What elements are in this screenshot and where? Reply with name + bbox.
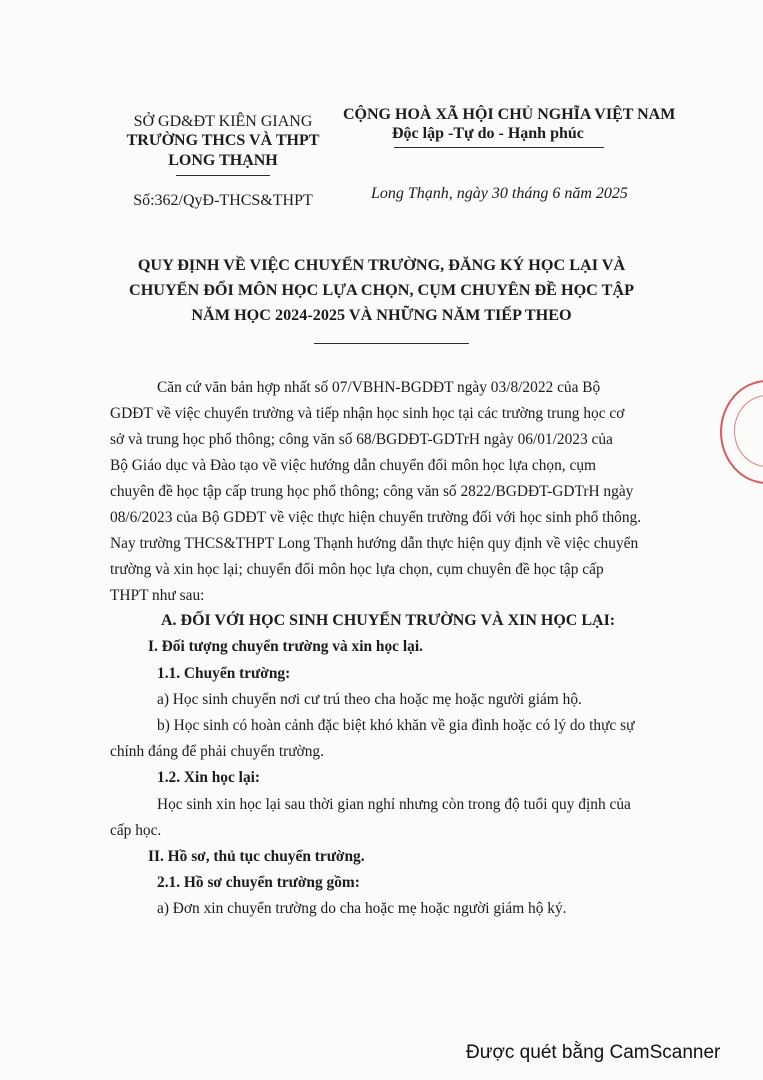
title-line-2: CHUYỂN ĐỔI MÔN HỌC LỰA CHỌN, CỤM CHUYÊN ĐỀ HỌC TẬP <box>129 281 634 299</box>
intro-line: 08/6/2023 của Bộ GDĐT về việc thực hiện chuyển trường đối với học sinh phổ thông. <box>110 509 642 526</box>
intro-line: Nay trường THCS&THPT Long Thạnh hướng dẫn thực hiện quy định về việc chuyển <box>110 535 639 552</box>
title-underline <box>314 343 469 344</box>
dept-name: SỞ GD&ĐT KIÊN GIANG <box>133 113 313 130</box>
section-a-heading: A. ĐỐI VỚI HỌC SINH CHUYỂN TRƯỜNG VÀ XIN HỌC LẠI: <box>161 612 616 629</box>
intro-line: sở và trung học phổ thông; công văn số 68/BGDĐT-GDTrH ngày 06/01/2023 của <box>110 431 613 448</box>
issue-date: Long Thạnh, ngày 30 tháng 6 năm 2025 <box>371 185 628 202</box>
document-number: Số:362/QyĐ-THCS&THPT <box>133 192 313 209</box>
section-1-2-text: Học sinh xin học lại sau thời gian nghỉ nhưng còn trong độ tuổi quy định của <box>157 796 631 813</box>
section-1-1-item-b: b) Học sinh có hoàn cảnh đặc biệt khó khăn về gia đình hoặc có lý do thực sự <box>157 717 635 734</box>
intro-line: GDĐT về việc chuyển trường và tiếp nhận học sinh học tại các trường trung học cơ <box>110 405 625 422</box>
section-i-heading: I. Đối tượng chuyển trường và xin học lại. <box>148 638 423 655</box>
title-line-1: QUY ĐỊNH VỀ VIỆC CHUYỂN TRƯỜNG, ĐĂNG KÝ HỌC LẠI VÀ <box>137 256 626 274</box>
scanner-watermark: Được quét bằng CamScanner <box>466 1042 721 1063</box>
intro-line: trường và xin học lại; chuyển đổi môn học lựa chọn, cụm chuyên đề học tập cấp <box>110 561 604 578</box>
motto-underline <box>394 147 604 148</box>
school-name-line1: TRƯỜNG THCS VÀ THPT <box>126 132 320 149</box>
section-2-1-heading: 2.1. Hồ sơ chuyển trường gồm: <box>157 874 360 891</box>
section-2-1-item-a: a) Đơn xin chuyển trường do cha hoặc mẹ hoặc người giám hộ ký. <box>157 900 567 917</box>
title-line-3: NĂM HỌC 2024-2025 VÀ NHỮNG NĂM TIẾP THEO <box>191 306 572 324</box>
intro-line: Bộ Giáo dục và Đào tạo về việc hướng dẫn chuyển đổi môn học lựa chọn, cụm <box>110 457 596 474</box>
section-1-1-item-a: a) Học sinh chuyển nơi cư trú theo cha hoặc mẹ hoặc người giám hộ. <box>157 691 582 708</box>
intro-line: chuyên đề học tập cấp trung học phổ thông; công văn số 2822/BGDĐT-GDTrH ngày <box>110 483 634 500</box>
intro-line: THPT như sau: <box>110 587 205 604</box>
national-motto: Độc lập -Tự do - Hạnh phúc <box>392 125 584 142</box>
school-name-line2: LONG THẠNH <box>168 152 278 169</box>
section-1-1-item-b-cont: chính đáng để phải chuyển trường. <box>110 743 324 760</box>
left-header-underline <box>176 175 270 176</box>
section-1-1-heading: 1.1. Chuyển trường: <box>157 665 291 682</box>
section-1-2-heading: 1.2. Xin học lại: <box>157 769 261 786</box>
country-name: CỘNG HOÀ XÃ HỘI CHỦ NGHĨA VIỆT NAM <box>343 106 676 123</box>
section-1-2-text-cont: cấp học. <box>110 822 162 839</box>
intro-line: Căn cứ văn bản hợp nhất số 07/VBHN-BGDĐT ngày 03/8/2022 của Bộ <box>157 379 601 396</box>
section-ii-heading: II. Hồ sơ, thủ tục chuyển trường. <box>148 848 365 865</box>
